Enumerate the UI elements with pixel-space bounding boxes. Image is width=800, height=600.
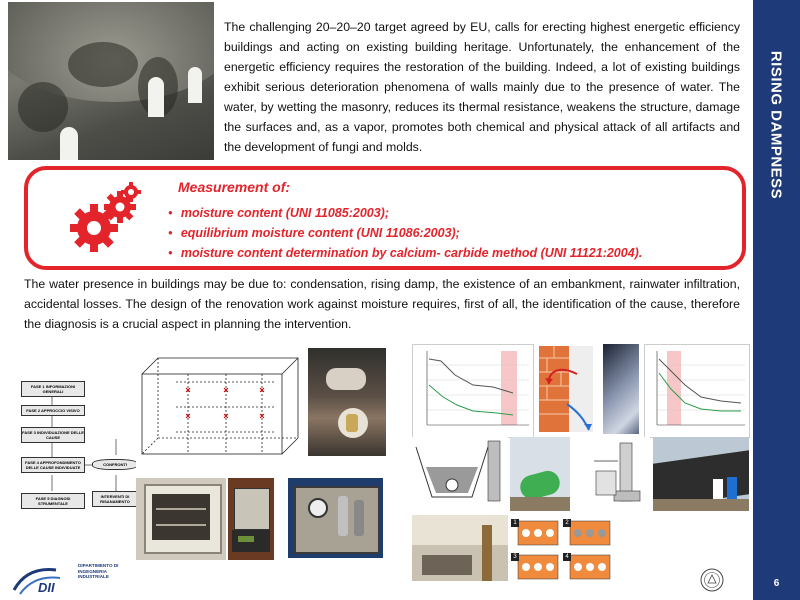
damp-vault-photo xyxy=(8,2,214,160)
moisture-graph-left xyxy=(412,344,534,438)
body-paragraph: The water presence in buildings may be due to: condensation, rising damp, the existence of an embankment, rainwater infiltration, accidental losses. The design of the renovation work against moisture requires, first of all, the identification of the cause, therefore the diagnosis is a crucial aspect in planning the intervention. xyxy=(24,277,740,331)
drainage-trench-drawing xyxy=(412,437,508,511)
flowchart-node: FASE 2 APPROCCIO VISIVO xyxy=(21,405,85,416)
department-line: DIPARTIMENTO DI xyxy=(78,563,119,568)
drying-oven-photo xyxy=(136,478,226,560)
side-title-bar xyxy=(753,0,800,600)
measurement-box xyxy=(24,166,746,270)
flowchart-node: FASE 5 DIAGNOSI STRUMENTALE xyxy=(21,493,85,509)
flowchart-node: FASE 4 APPROFONDIMENTO DELLE CAUSE INDIVIDUATE xyxy=(21,457,85,473)
brick-label: 3 xyxy=(511,553,519,561)
gears-icon xyxy=(68,180,143,255)
measurement-title: Measurement of: xyxy=(178,179,291,195)
construction-site-photo xyxy=(653,437,749,511)
university-seal-icon xyxy=(700,568,724,592)
perforated-bricks-figure xyxy=(510,517,615,583)
measurement-item: ● equilibrium moisture content (UNI 11086:2003); xyxy=(168,223,642,243)
wall-section-diagram xyxy=(537,344,597,434)
department-line: INGEGNERIA xyxy=(78,568,108,574)
wall-sampling-schematic xyxy=(136,352,306,470)
stone-surface-photo xyxy=(603,344,639,434)
interior-wall-photo xyxy=(412,515,508,581)
brick-label: 1 xyxy=(511,519,519,527)
department-name xyxy=(78,563,118,580)
flowchart-node: FASE 1 INFORMAZIONI GENERALI xyxy=(21,381,85,397)
measurement-item: ● moisture content (UNI 11085:2003); xyxy=(168,203,642,223)
brick-label: 2 xyxy=(563,519,571,527)
measurement-item: ● moisture content determination by calcium- carbide method (UNI 11121:2004). xyxy=(168,243,642,263)
drainage-pipe-photo xyxy=(510,437,570,511)
brick-label: 4 xyxy=(563,553,571,561)
flowchart-side-node: CONFRONTI xyxy=(92,459,138,470)
department-logo-icon xyxy=(10,562,70,598)
measurement-list xyxy=(168,203,642,263)
diagnosis-flowchart xyxy=(20,375,138,513)
section-title: RISING DAMPNESS xyxy=(767,50,785,200)
page-number: 6 xyxy=(773,578,780,589)
foundation-section-drawing xyxy=(590,437,650,511)
carbide-kit-photo xyxy=(288,478,383,558)
svg-text:DII: DII xyxy=(38,580,55,595)
moisture-graph-right xyxy=(644,344,750,438)
drilling-sample-photo xyxy=(308,348,386,456)
intro-paragraph: The challenging 20–20–20 target agreed by EU, calls for erecting highest energetic efficiency buildings and acting on existing building heritage. Unfortunately, the enhancement of the energetic efficiency requires the restoration of the building. Indeed, a lot of existing buildings exhibit serious deterioration phenomena of walls mainly due to the presence of water. The water, by wetting the masonry, reduces its thermal resistance, weakens the structure, damage the surfaces and, as a vapor, promotes both chemical and physical attack of all artifacts and the development of fungi and molds. xyxy=(224,20,740,154)
flowchart-node: FASE 3 INDIVIDUAZIONE DELLE CAUSE xyxy=(21,427,85,443)
balance-photo xyxy=(228,478,274,560)
flowchart-side-node: INTERVENTI DI RISANAMENTO xyxy=(92,491,138,507)
department-line: INDUSTRIALE xyxy=(78,574,109,580)
